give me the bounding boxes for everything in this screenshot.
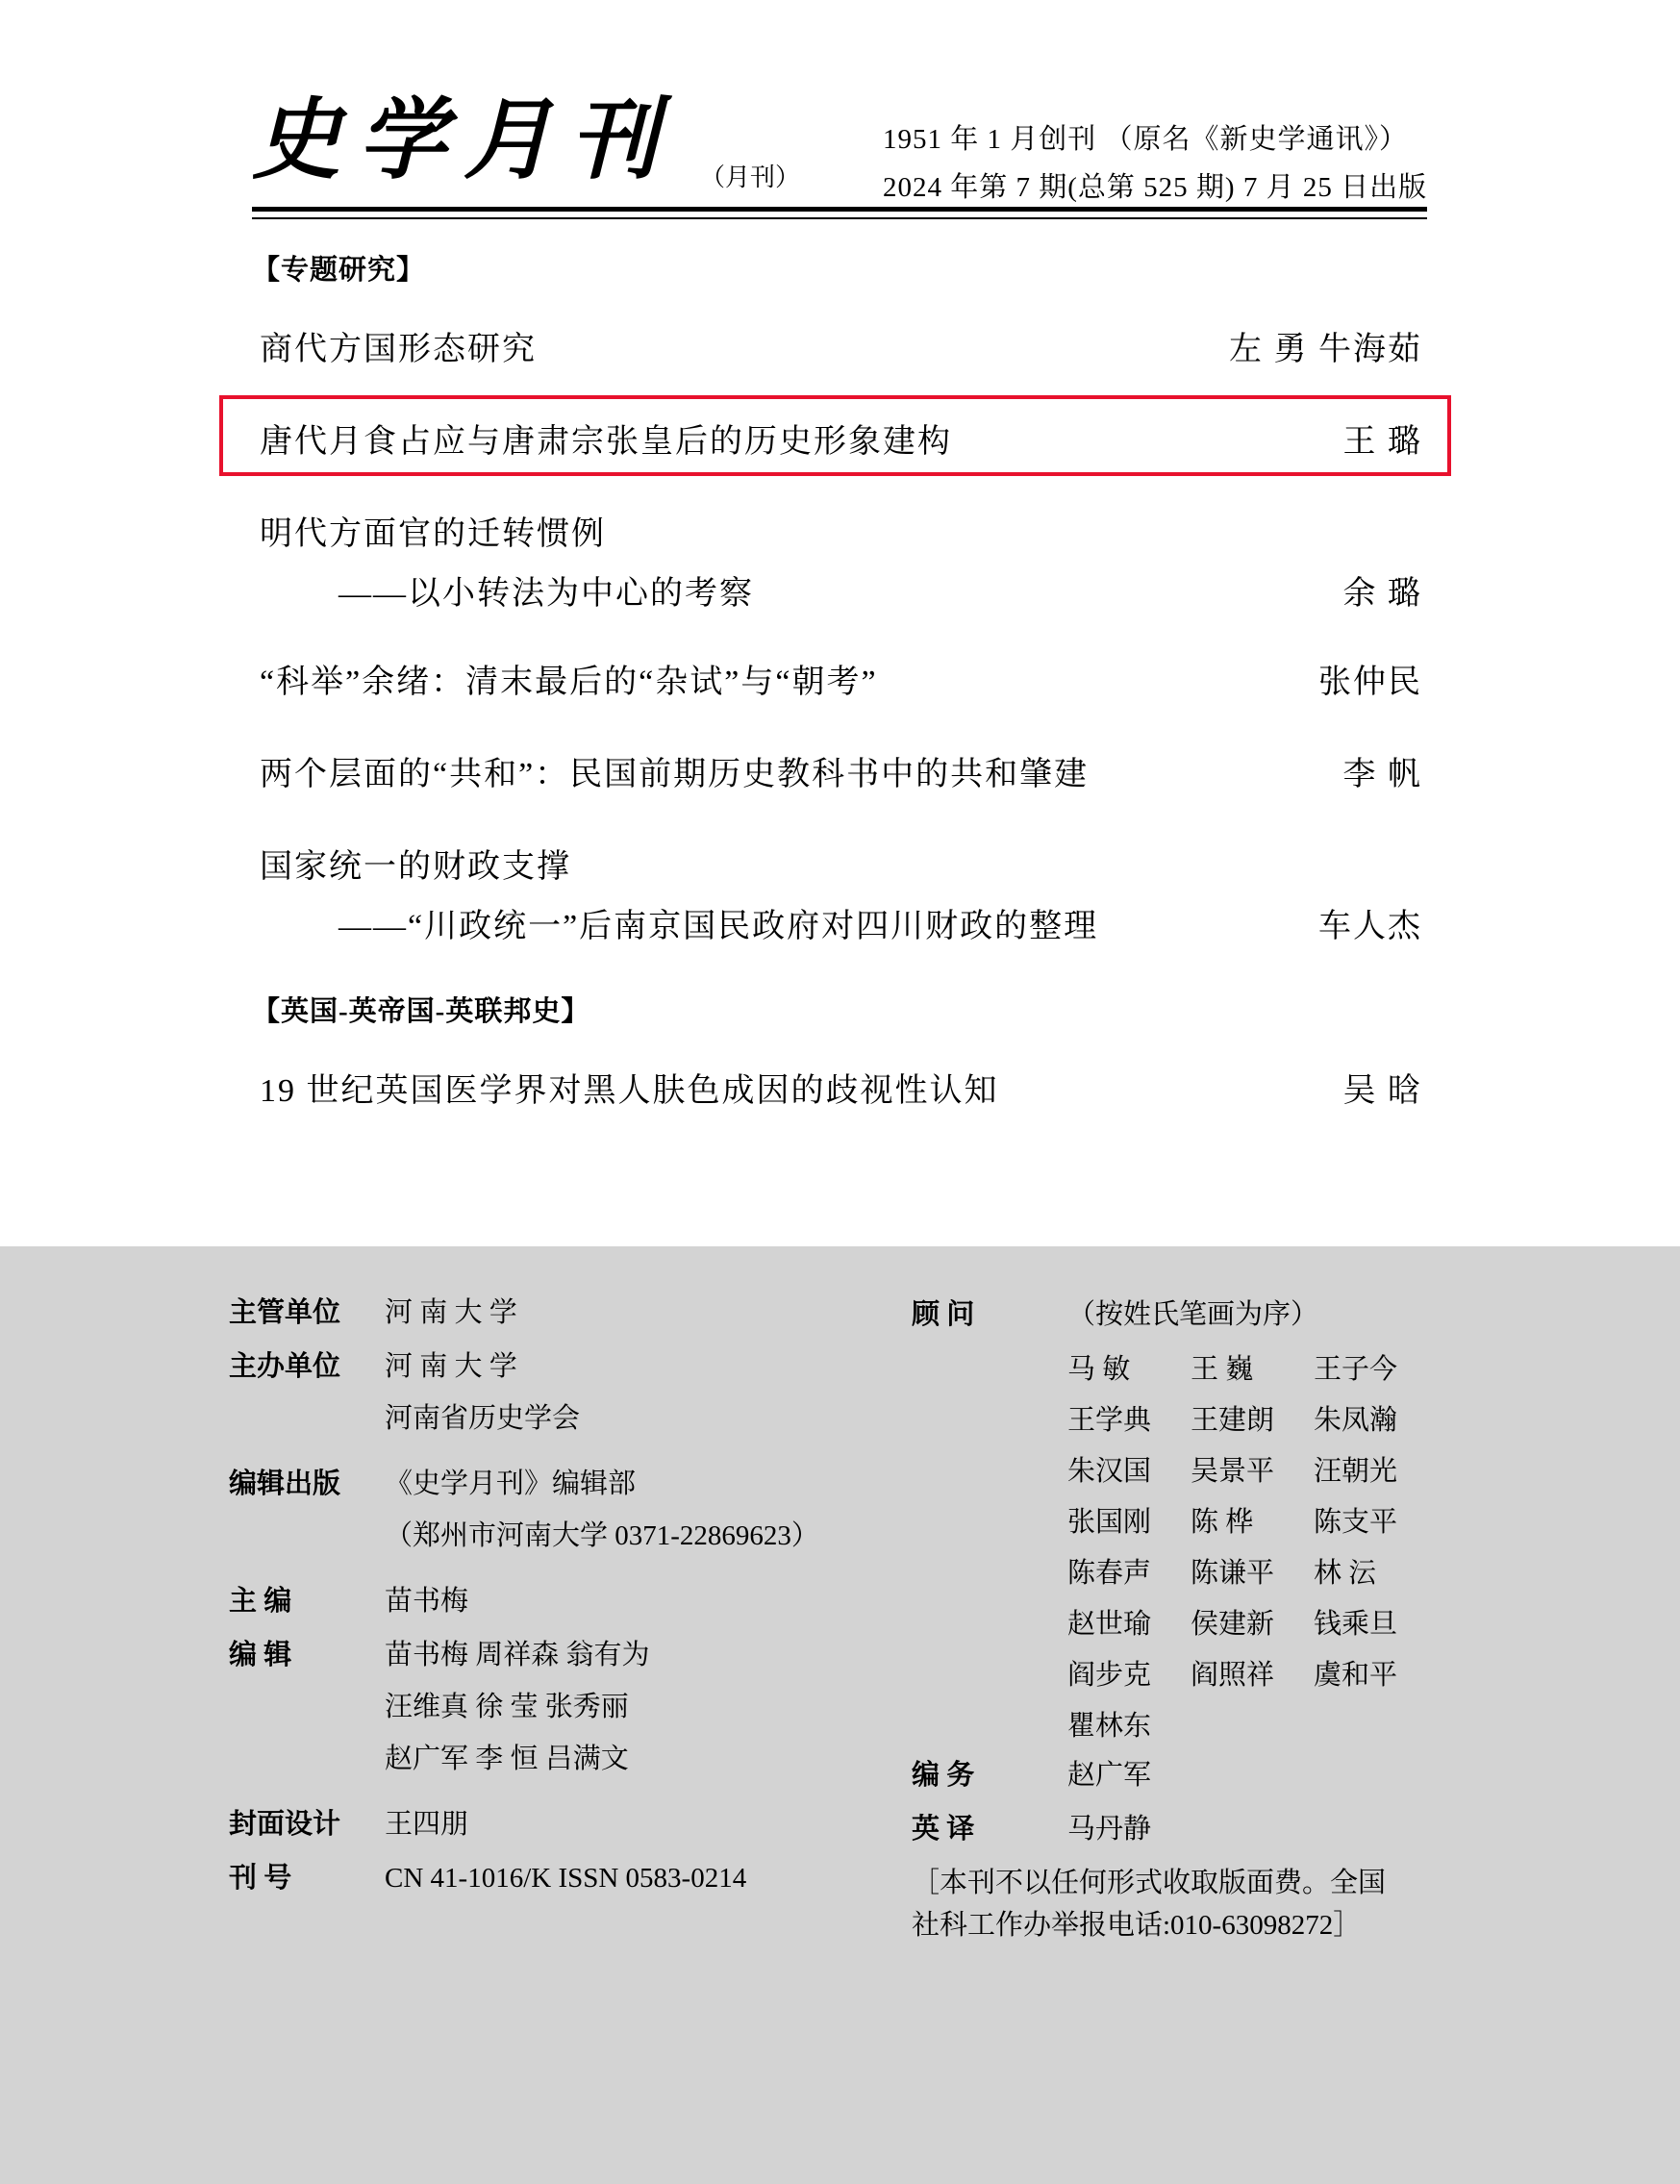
advisor-name: 虞和平 xyxy=(1314,1660,1398,1691)
chief-editor-label: 主 编 xyxy=(229,1586,292,1618)
toc-entry[interactable] xyxy=(0,815,1680,963)
advisor-row xyxy=(1067,1551,1450,1591)
toc-entry-subtitle: ——“川政统一”后南京国民政府对四川财政的整理 xyxy=(339,909,1099,944)
advisor-name: 林 沄 xyxy=(1314,1558,1377,1589)
toc-entry[interactable] xyxy=(0,630,1680,722)
masthead-rule-thick xyxy=(252,207,1427,212)
advisor-name: 阎照祥 xyxy=(1191,1660,1275,1691)
publisher-values xyxy=(385,1464,819,1568)
fee-notice xyxy=(912,1863,1450,1946)
toc-entry-title: 19 世纪英国医学界对黑人肤色成因的歧视性认知 xyxy=(260,1073,999,1109)
toc-entry-author: 张仲民 xyxy=(1318,665,1422,700)
advisor-name: 赵世瑜 xyxy=(1067,1609,1152,1640)
advisor-row xyxy=(1067,1449,1450,1489)
advisor-name: 王子今 xyxy=(1314,1354,1398,1385)
section-heading-british-history: 【英国-英帝国-英联邦史】 xyxy=(252,996,590,1027)
toc-entry-title: “科举”余绪：清末最后的“杂试”与“朝考” xyxy=(260,665,878,700)
publisher-value: 《史学月刊》编辑部 xyxy=(385,1469,637,1500)
imprint-left-column xyxy=(229,1293,902,1913)
advisor-name: 陈 桦 xyxy=(1191,1507,1254,1538)
translator-value: 马丹静 xyxy=(1067,1814,1152,1845)
cover-design-value: 王四朋 xyxy=(385,1809,469,1841)
advisors-list xyxy=(1067,1347,1450,1744)
affairs-row xyxy=(912,1755,1450,1795)
section-heading-special-research: 【专题研究】 xyxy=(252,255,426,286)
advisor-name: 陈谦平 xyxy=(1191,1558,1275,1589)
imprint-block xyxy=(0,1246,1680,2184)
editors-line-1: 苗书梅 周祥森 翁有为 xyxy=(385,1640,650,1671)
advisor-name: 朱凤瀚 xyxy=(1314,1405,1398,1436)
advisor-name: 张国刚 xyxy=(1067,1507,1152,1538)
advisors-note: （按姓氏笔画为序） xyxy=(1067,1299,1319,1330)
cover-design-row xyxy=(229,1804,902,1845)
editors-row xyxy=(229,1635,902,1791)
serial-number-label: 刊 号 xyxy=(229,1863,292,1895)
editors-line-2: 汪维真 徐 莹 张秀丽 xyxy=(385,1692,629,1723)
toc-entry-title: 国家统一的财政支撑 xyxy=(260,849,571,885)
supervisor-label: 主管单位 xyxy=(229,1297,341,1328)
issue-number-line: 2024 年第 7 期(总第 525 期) 7 月 25 日出版 xyxy=(883,172,1428,203)
advisor-name: 陈支平 xyxy=(1314,1507,1398,1538)
supervisor-row xyxy=(229,1293,902,1333)
advisor-name: 朱汉国 xyxy=(1067,1456,1152,1487)
serial-number-row xyxy=(229,1858,902,1898)
imprint-right-column xyxy=(912,1293,1450,1946)
toc-entry-author: 王 璐 xyxy=(1342,424,1422,460)
advisor-name: 王 巍 xyxy=(1191,1354,1254,1385)
advisor-name: 阎步克 xyxy=(1067,1660,1152,1691)
advisor-row xyxy=(1067,1653,1450,1693)
advisor-name: 王学典 xyxy=(1067,1405,1152,1436)
toc-entry-title: 明代方面官的迁转惯例 xyxy=(260,516,606,552)
fee-notice-line-2: 社科工作办举报电话:010-63098272］ xyxy=(912,1909,1362,1941)
publisher-row xyxy=(229,1464,902,1568)
table-of-contents xyxy=(0,221,1680,1131)
translator-label: 英 译 xyxy=(912,1814,975,1845)
toc-entry-subtitle: ——以小转法为中心的考察 xyxy=(339,576,754,612)
toc-entry-author: 车人杰 xyxy=(1318,909,1422,944)
advisor-name: 汪朝光 xyxy=(1314,1456,1398,1487)
supervisor-value: 河 南 大 学 xyxy=(385,1297,517,1328)
toc-entry-title: 两个层面的“共和”：民国前期历史教科书中的共和肇建 xyxy=(260,757,1090,792)
advisor-row xyxy=(1067,1704,1450,1744)
advisor-row xyxy=(1067,1347,1450,1387)
affairs-value: 赵广军 xyxy=(1067,1760,1152,1791)
sponsor-value-2: 河南省历史学会 xyxy=(385,1403,581,1435)
masthead xyxy=(0,0,1680,221)
toc-entry-author: 左 勇 牛海茹 xyxy=(1229,332,1422,367)
sponsor-value-1: 河 南 大 学 xyxy=(385,1351,517,1383)
toc-entry-title: 唐代月食占应与唐肃宗张皇后的历史形象建构 xyxy=(260,424,952,460)
cover-design-label: 封面设计 xyxy=(229,1809,341,1841)
sponsor-row xyxy=(229,1346,902,1450)
toc-entry-author: 余 璐 xyxy=(1342,576,1422,612)
advisor-name: 钱乘旦 xyxy=(1314,1609,1398,1640)
chief-editor-row xyxy=(229,1581,902,1621)
masthead-rule-thin xyxy=(252,217,1427,219)
toc-entry-title: 商代方国形态研究 xyxy=(260,332,537,367)
sponsor-values xyxy=(385,1346,580,1450)
toc-entry-author: 李 帆 xyxy=(1342,757,1422,792)
toc-entry[interactable] xyxy=(0,297,1680,389)
affairs-label: 编 务 xyxy=(912,1760,975,1791)
issue-founding-line: 1951 年 1 月创刊 （原名《新史学通讯》） xyxy=(883,124,1409,155)
translator-row xyxy=(912,1809,1450,1849)
chief-editor-value: 苗书梅 xyxy=(385,1586,469,1618)
advisor-name: 陈春声 xyxy=(1067,1558,1152,1589)
advisors-label: 顾 问 xyxy=(912,1299,975,1330)
advisor-name: 侯建新 xyxy=(1191,1609,1275,1640)
fee-notice-line-1: ［本刊不以任何形式收取版面费。全国 xyxy=(912,1868,1387,1899)
advisors-header xyxy=(912,1293,1450,1332)
toc-entry[interactable] xyxy=(0,482,1680,630)
advisor-name: 马 敏 xyxy=(1067,1354,1131,1385)
serial-number-value: CN 41-1016/K ISSN 0583-0214 xyxy=(385,1863,747,1895)
sponsor-label: 主办单位 xyxy=(229,1351,341,1383)
journal-title-subtitle: （月刊） xyxy=(700,163,801,191)
editors-label: 编 辑 xyxy=(229,1640,292,1671)
advisor-row xyxy=(1067,1602,1450,1642)
toc-entry[interactable] xyxy=(0,722,1680,815)
toc-entry[interactable] xyxy=(0,1039,1680,1131)
publisher-address: （郑州市河南大学 0371-22869623） xyxy=(385,1520,819,1552)
editors-values xyxy=(385,1635,650,1791)
toc-entry-author: 吴 晗 xyxy=(1342,1073,1422,1109)
toc-entry-highlighted[interactable] xyxy=(0,389,1680,482)
advisor-row xyxy=(1067,1500,1450,1540)
advisor-row xyxy=(1067,1398,1450,1438)
advisor-name: 吴景平 xyxy=(1191,1456,1275,1487)
advisor-name: 瞿林东 xyxy=(1067,1711,1152,1742)
editors-line-3: 赵广军 李 恒 吕满文 xyxy=(385,1744,629,1775)
journal-title: 史学月刊 xyxy=(252,91,676,189)
publisher-label: 编辑出版 xyxy=(229,1469,341,1500)
advisor-name: 王建朗 xyxy=(1191,1405,1275,1436)
